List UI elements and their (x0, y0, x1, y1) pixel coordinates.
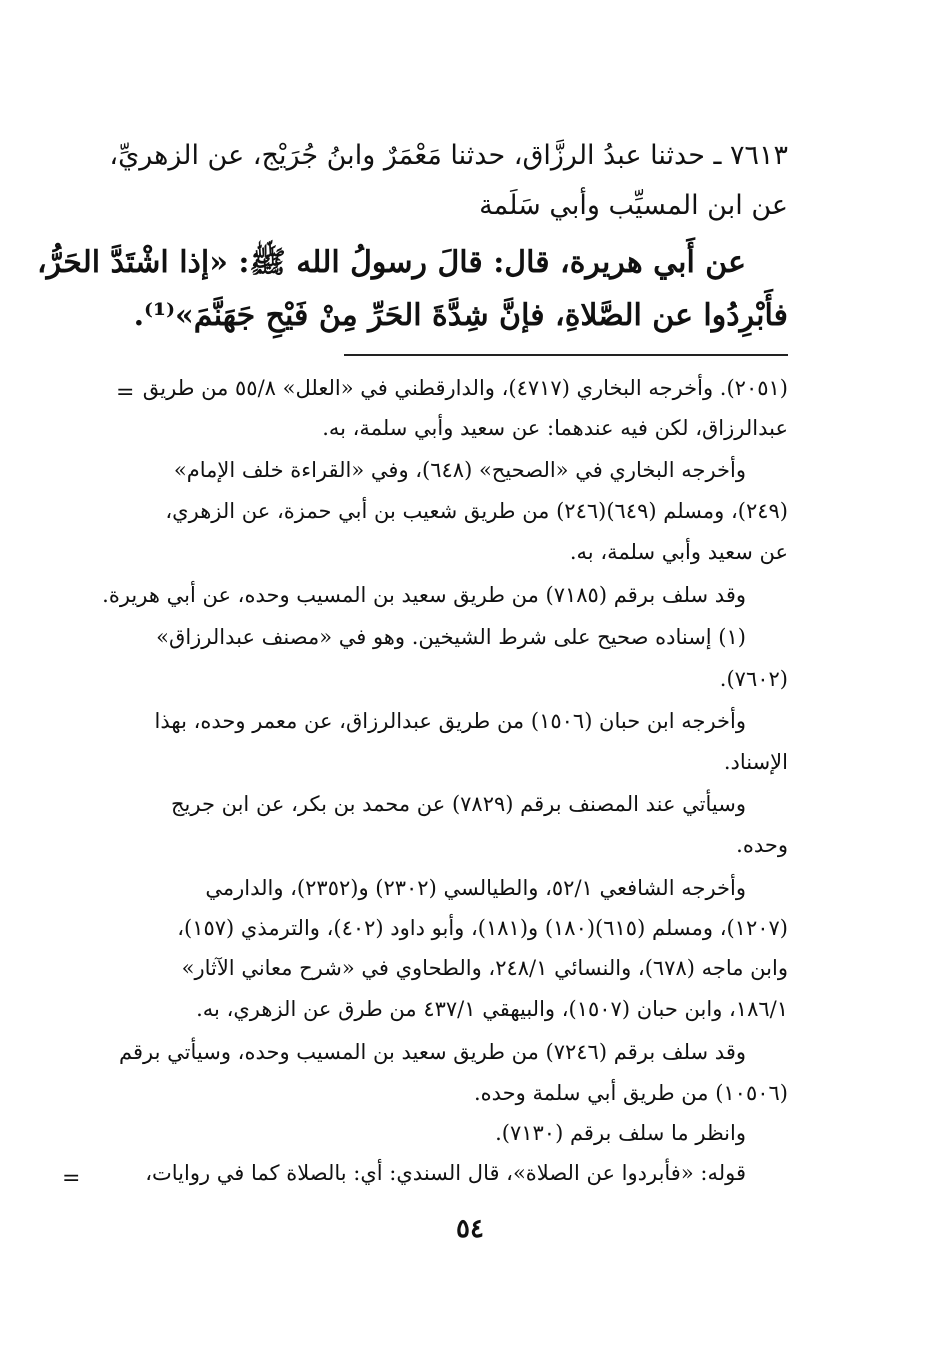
continuation-mark-top: = (116, 380, 135, 405)
continuation-mark-bottom: = (62, 1166, 81, 1191)
footnote-line: وأخرجه ابن حبان (١٥٠٦) من طريق عبدالرزاق، عن معمر وحده، بهذا (154, 709, 746, 733)
page-number: ٥٤ (456, 1214, 484, 1244)
footnote-line: وحده. (736, 833, 788, 857)
footnote-1-line: (١) إسناده صحيح على شرط الشيخين. وهو في «مصنف عبدالرزاق» (156, 625, 746, 649)
footnote-line: وانظر ما سلف برقم (٧١٣٠). (495, 1121, 746, 1145)
footnote-line: وسيأتي عند المصنف برقم (٧٨٢٩) عن محمد بن بكر، عن ابن جريج (170, 792, 746, 816)
footnote-line: (١٢٠٧)، ومسلم (٦١٥)(١٨٠) و(١٨١)، وأبو داود (٤٠٢)، والترمذي (١٥٧)، (177, 916, 788, 940)
hadith-line-2: عن ابن المسيِّب وأبي سَلَمة (479, 190, 788, 221)
footnote-line: (٢٤٩)، ومسلم (٦٤٩)(٢٤٦) من طريق شعيب بن أبي حمزة، عن الزهري، (165, 499, 788, 523)
footnote-line: وقد سلف برقم (٧٢٤٦) من طريق سعيد بن المسيب وحده، وسيأتي برقم (119, 1040, 746, 1064)
footnote-separator (344, 354, 788, 356)
footnote-line: (٢٠٥١). وأخرجه البخاري (٤٧١٧)، والدارقطني في «العلل» ٥٥/٨ من طريق (142, 376, 788, 400)
footnote-line: قوله: «فأبردوا عن الصلاة»، قال السندي: أي: بالصلاة كما في روايات، (145, 1161, 746, 1185)
hadith-line-4: فأَبْرِدُوا عن الصَّلاةِ، فإنَّ شِدَّةَ الحَرِّ مِنْ فَيْحِ جَهَنَّمَ»⁽¹⁾. (133, 298, 788, 333)
footnote-line: ١٨٦/١، وابن حبان (١٥٠٧)، والبيهقي ٤٣٧/١ من طرق عن الزهري، به. (196, 997, 788, 1021)
footnote-line: وابن ماجه (٦٧٨)، والنسائي ٢٤٨/١، والطحاوي في «شرح معاني الآثار» (181, 956, 788, 980)
footnote-line: (٧٦٠٢). (719, 667, 788, 691)
hadith-line-3: عن أَبي هريرة، قال: قالَ رسولُ الله ﷺ: «إذا اشْتَدَّ الحَرُّ، (36, 245, 746, 280)
footnote-line: عبدالرزاق، لكن فيه عندهما: عن سعيد وأبي سلمة، به. (322, 416, 788, 440)
footnote-line: الإسناد. (723, 750, 788, 774)
footnote-line: وأخرجه الشافعي ٥٢/١، والطيالسي (٢٣٠٢) و(٢٣٥٢)، والدارمي (205, 876, 746, 900)
footnote-line: وأخرجه البخاري في «الصحيح» (٦٤٨)، وفي «القراءة خلف الإمام» (173, 458, 746, 482)
footnote-line: عن سعيد وأبي سلمة، به. (569, 540, 788, 564)
footnote-line: (١٠٥٠٦) من طريق أبي سلمة وحده. (473, 1081, 788, 1105)
hadith-line-1: ٧٦١٣ ـ حدثنا عبدُ الرزَّاق، حدثنا مَعْمَرٌ وابنُ جُرَيْج، عن الزهريِّ، (109, 140, 788, 171)
footnote-line: وقد سلف برقم (٧١٨٥) من طريق سعيد بن المسيب وحده، عن أبي هريرة. (102, 583, 746, 607)
